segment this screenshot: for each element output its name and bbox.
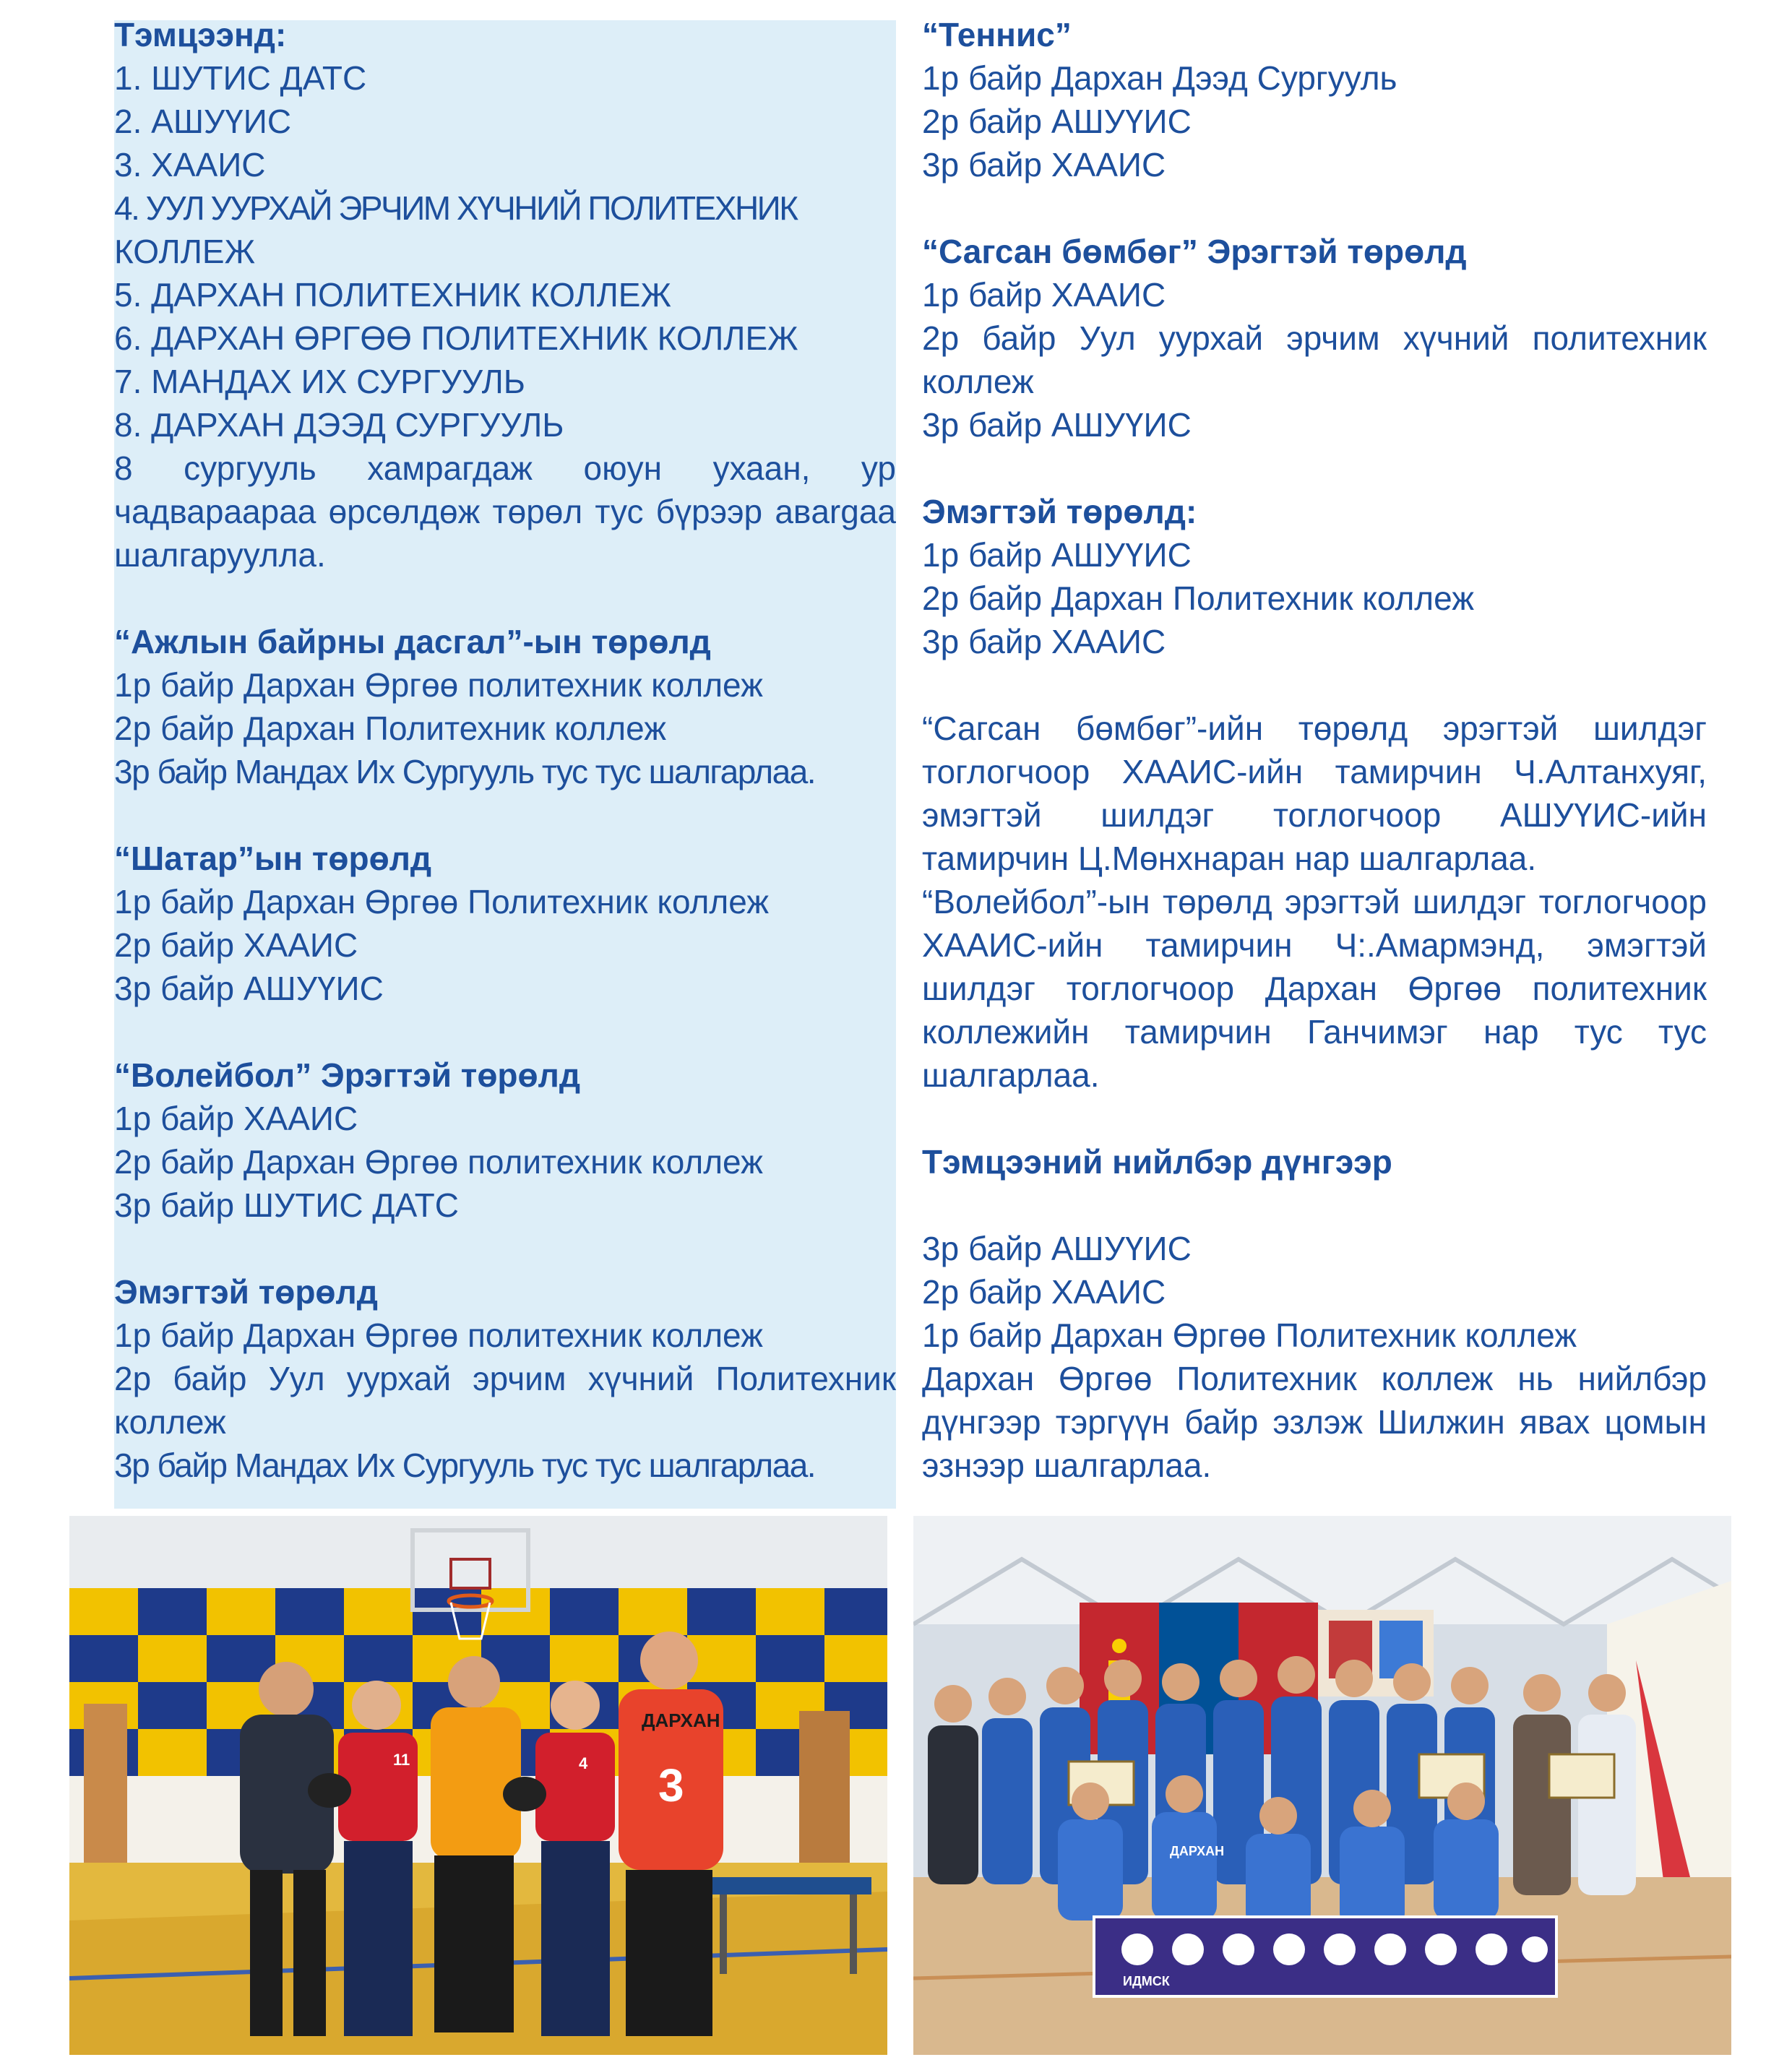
jersey-number: 4 xyxy=(579,1754,588,1772)
participants-title: Тэмцээнд: xyxy=(114,16,287,53)
volleyball-women-title: Эмэгтэй төрөлд xyxy=(114,1273,378,1311)
basketball-women-title: Эмэгтэй төрөлд: xyxy=(922,493,1197,530)
result-line: 1р байр Дархан Дээд Сургууль xyxy=(922,59,1397,97)
result-line: 2р байр Дархан Политехник коллеж xyxy=(114,710,666,747)
result-line: 3р байр ХААИС xyxy=(922,146,1166,184)
result-line: 1р байр АШУҮИС xyxy=(922,536,1192,574)
jersey-number: 11 xyxy=(393,1751,410,1769)
intro-paragraph: 8 сургууль хамрагдаж оюун ухаан, ур чадвараараа өрсөлдөж төрөл тус бүрээр авargaa шалгаруулла. xyxy=(114,449,896,574)
participant-item: 4. УУЛ УУРХАЙ ЭРЧИМ ХҮЧНИЙ ПОЛИТЕХНИК xyxy=(114,189,797,227)
result-line: 1р байр Дархан Өргөө Политехник коллеж xyxy=(922,1316,1577,1354)
result-line: 1р байр Дархан Өргөө Политехник коллеж xyxy=(114,883,770,921)
result-line: 1р байр Дархан Өргөө политехник коллеж xyxy=(114,666,763,704)
result-line: 2р байр Дархан Политехник коллеж xyxy=(922,579,1474,617)
result-line: 2р байр Уул уурхай эрчим хүчний Политехник коллеж xyxy=(114,1360,896,1441)
result-line: 3р байр АШУҮИС xyxy=(922,406,1192,444)
result-line: 2р байр АШУҮИС xyxy=(922,103,1192,140)
work-section-title: “Ажлын байрны дасгал”-ын төрөлд xyxy=(114,623,711,660)
jersey-number: 3 xyxy=(658,1759,684,1811)
basketball-team-photo xyxy=(913,1516,1731,2055)
result-line: 3р байр АШУҮИС xyxy=(922,1230,1192,1267)
table-tennis-team-photo xyxy=(69,1516,887,2055)
result-line: 3р байр ХААИС xyxy=(922,623,1166,660)
banner-text: ИДМСК xyxy=(1123,1974,1170,1988)
left-column xyxy=(114,13,896,1487)
participant-item: 1. ШУТИС ДАТС xyxy=(114,59,367,97)
result-line: 1р байр ХААИС xyxy=(922,276,1166,314)
result-line: 1р байр Дархан Өргөө политехник коллеж xyxy=(114,1316,763,1354)
basketball-men-title: “Сагсан бөмбөг” Эрэгтэй төрөлд xyxy=(922,233,1467,270)
tennis-section-title: “Теннис” xyxy=(922,16,1072,53)
result-line: 2р байр ХААИС xyxy=(922,1273,1166,1311)
participant-item: 2. АШУҮИС xyxy=(114,103,292,140)
volleyball-men-title: “Волейбол” Эрэгтэй төрөлд xyxy=(114,1056,581,1094)
jersey-team-name: ДАРХАН xyxy=(642,1710,720,1731)
participant-item: 5. ДАРХАН ПОЛИТЕХНИК КОЛЛЕЖ xyxy=(114,276,671,314)
participant-item: 7. МАНДАХ ИХ СУРГУУЛЬ xyxy=(114,363,525,400)
participant-item: КОЛЛЕЖ xyxy=(114,233,256,270)
result-line: 3р байр АШУҮИС xyxy=(114,970,384,1007)
result-line: 1р байр ХААИС xyxy=(114,1100,358,1137)
result-line: 3р байр Мандах Их Сургууль тус тус шалгарлаа. xyxy=(114,1447,816,1484)
chess-section-title: “Шатар”ын төрөлд xyxy=(114,840,432,877)
basketball-best-players: “Сагсан бөмбөг”-ийн төрөлд эрэгтэй шилдэг тоглогчоор ХААИС-ийн тамирчин Ч.Алтанхуяг, эмэгтэй шилдэг тоглогчоор АШУҮИС-ийн тамирчин Ц.Мөнхнаран нар шалгарлаа. xyxy=(922,710,1707,877)
result-line: 3р байр Мандах Их Сургууль тус тус шалгарлаа. xyxy=(114,753,816,790)
overall-section-title: Тэмцээний нийлбэр дүнгээр xyxy=(922,1143,1392,1181)
jersey-team-name: ДАРХАН xyxy=(1170,1844,1225,1858)
participant-item: 8. ДАРХАН ДЭЭД СУРГУУЛЬ xyxy=(114,406,564,444)
result-line: 2р байр Уул уурхай эрчим хүчний политехник коллеж xyxy=(922,319,1707,400)
volleyball-best-players: “Волейбол”-ын төрөлд эрэгтэй шилдэг тоглогчоор ХААИС-ийн тамирчин Ч:.Амармэнд, эмэгтэй шилдэг тоглогчоор Дархан Өргөө политехник коллежийн тамирчин Ганчимэг нар тус тус шалгарлаа. xyxy=(922,883,1707,1094)
result-line: 2р байр ХААИС xyxy=(114,926,358,964)
participant-item: 3. ХААИС xyxy=(114,146,266,184)
overall-summary: Дархан Өргөө Политехник коллеж нь нийлбэр дүнгээр тэргүүн байр эзлэж Шилжин явах цомын эзнээр шалгарлаа. xyxy=(922,1360,1707,1484)
result-line: 2р байр Дархан Өргөө политехник коллеж xyxy=(114,1143,763,1181)
participant-item: 6. ДАРХАН ӨРГӨӨ ПОЛИТЕХНИК КОЛЛЕЖ xyxy=(114,319,798,357)
right-column xyxy=(922,13,1707,1487)
result-line: 3р байр ШУТИС ДАТС xyxy=(114,1186,459,1224)
